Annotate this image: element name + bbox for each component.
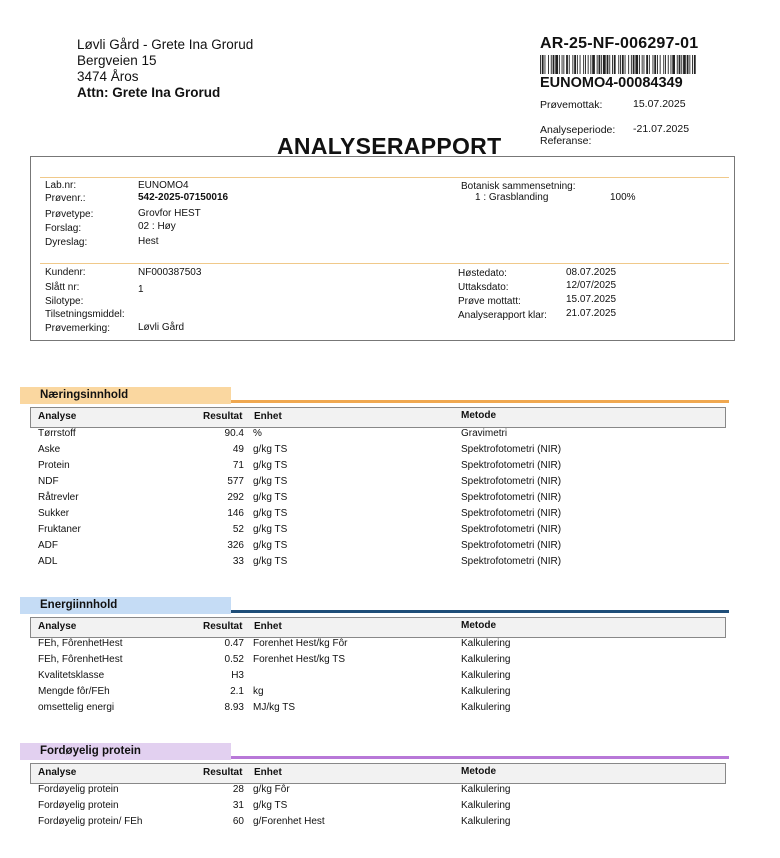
cell-enhet: g/kg TS xyxy=(253,492,288,503)
table-row xyxy=(0,508,780,524)
table-row xyxy=(0,800,780,816)
cell-analyse: Fordøyelig protein/ FEh xyxy=(38,816,143,827)
cell-enhet: g/kg TS xyxy=(253,508,288,519)
table-row xyxy=(0,816,780,832)
slatt-label: Slått nr: xyxy=(45,282,80,293)
cell-metode: Kalkulering xyxy=(461,784,511,795)
cell-analyse: Protein xyxy=(38,460,70,471)
col-analyse: Analyse xyxy=(38,411,77,422)
hostedato-label: Høstedato: xyxy=(458,268,507,279)
table-row xyxy=(0,556,780,572)
cell-enhet: % xyxy=(253,428,262,439)
table-row xyxy=(0,444,780,460)
section-rule xyxy=(231,756,729,759)
cell-metode: Spektrofotometri (NIR) xyxy=(461,444,562,455)
dyreslag-value: Hest xyxy=(138,236,159,247)
cell-resultat: 577 xyxy=(227,476,244,487)
cell-analyse: Råtrevler xyxy=(38,492,79,503)
cell-metode: Gravimetri xyxy=(461,428,508,439)
cell-analyse: Fordøyelig protein xyxy=(38,800,119,811)
col-resultat: Resultat xyxy=(203,411,243,422)
cell-metode: Spektrofotometri (NIR) xyxy=(461,460,562,471)
table-row xyxy=(0,428,780,444)
cell-metode: Kalkulering xyxy=(461,686,511,697)
forslag-value: 02 : Høy xyxy=(138,221,176,232)
cell-enhet: MJ/kg TS xyxy=(253,702,296,713)
cell-metode: Kalkulering xyxy=(461,654,511,665)
sample-info-box xyxy=(30,156,735,341)
provemerking-label: Prøvemerking: xyxy=(45,323,111,334)
cell-resultat: 52 xyxy=(232,524,244,535)
dyreslag-label: Dyreslag: xyxy=(45,237,88,248)
column-header xyxy=(30,407,726,428)
table-row xyxy=(0,492,780,508)
cell-metode: Spektrofotometri (NIR) xyxy=(461,556,562,567)
cell-metode: Kalkulering xyxy=(461,800,511,811)
cell-enhet: g/kg TS xyxy=(253,540,288,551)
cell-analyse: Mengde fôr/FEh xyxy=(38,686,110,697)
cell-analyse: ADL xyxy=(38,556,58,567)
section-title: Næringsinnhold xyxy=(20,387,231,404)
table-row xyxy=(0,524,780,540)
cell-resultat: 60 xyxy=(232,816,244,827)
cell-enhet: g/kg TS xyxy=(253,524,288,535)
cell-enhet: g/kg TS xyxy=(253,476,288,487)
kundenr-value: NF000387503 xyxy=(138,267,202,278)
provemottak-label: Prøvemottak: xyxy=(540,99,603,111)
divider xyxy=(40,177,729,178)
recipient-address xyxy=(77,37,253,101)
cell-analyse: Fordøyelig protein xyxy=(38,784,119,795)
cell-enhet: Forenhet Hest/kg Fôr xyxy=(253,638,348,649)
col-resultat: Resultat xyxy=(203,621,243,632)
cell-resultat: 0.52 xyxy=(224,654,244,665)
cell-resultat: 326 xyxy=(227,540,244,551)
cell-resultat: 90.4 xyxy=(224,428,244,439)
provetype-value: Grovfor HEST xyxy=(138,208,201,219)
cell-enhet: g/kg TS xyxy=(253,444,288,455)
cell-resultat: 292 xyxy=(227,492,244,503)
cell-resultat: 28 xyxy=(232,784,244,795)
cell-resultat: 0.47 xyxy=(224,638,244,649)
address-line: 3474 Åros xyxy=(77,69,139,84)
cell-enhet: g/kg TS xyxy=(253,460,288,471)
table-row xyxy=(0,460,780,476)
table-row xyxy=(0,670,780,686)
tilsetning-label: Tilsetningsmiddel: xyxy=(45,309,125,320)
botanisk-item: 1 : Grasblanding xyxy=(475,192,549,203)
col-metode: Metode xyxy=(461,410,496,421)
cell-analyse: FEh, FôrenhetHest xyxy=(38,654,123,665)
cell-analyse: Kvalitetsklasse xyxy=(38,670,105,681)
col-enhet: Enhet xyxy=(254,767,282,778)
table-row xyxy=(0,702,780,718)
col-analyse: Analyse xyxy=(38,621,77,632)
col-enhet: Enhet xyxy=(254,411,282,422)
cell-analyse: FEh, FôrenhetHest xyxy=(38,638,123,649)
sample-id: EUNOMO4-00084349 xyxy=(540,75,683,91)
cell-resultat: H3 xyxy=(231,670,244,681)
cell-metode: Spektrofotometri (NIR) xyxy=(461,492,562,503)
cell-analyse: omsettelig energi xyxy=(38,702,115,713)
provenr-label: Prøvenr.: xyxy=(45,193,86,204)
cell-enhet: g/Forenhet Hest xyxy=(253,816,325,827)
prove-mottatt-label: Prøve mottatt: xyxy=(458,296,521,307)
address-line: Løvli Gård - Grete Ina Grorud xyxy=(77,37,254,52)
section-title: Fordøyelig protein xyxy=(20,743,231,760)
section-rule xyxy=(231,610,729,613)
col-enhet: Enhet xyxy=(254,621,282,632)
uttaksdato-label: Uttaksdato: xyxy=(458,282,509,293)
cell-enhet: g/kg Fôr xyxy=(253,784,290,795)
table-row xyxy=(0,686,780,702)
report-id: AR-25-NF-006297-01 xyxy=(540,35,699,52)
cell-resultat: 2.1 xyxy=(230,686,244,697)
analyseperiode-value: -21.07.2025 xyxy=(633,123,690,135)
prove-mottatt-value: 15.07.2025 xyxy=(566,294,617,305)
section-rule xyxy=(231,400,729,403)
column-header xyxy=(30,617,726,638)
address-line: Bergveien 15 xyxy=(77,53,157,68)
botanisk-pct: 100% xyxy=(610,192,636,203)
table-row xyxy=(0,784,780,800)
provetype-label: Prøvetype: xyxy=(45,209,94,220)
table-row xyxy=(0,540,780,556)
silotype-label: Silotype: xyxy=(45,296,84,307)
page-title: ANALYSERAPPORT xyxy=(277,133,502,159)
cell-resultat: 71 xyxy=(232,460,244,471)
cell-metode: Kalkulering xyxy=(461,702,511,713)
lab-nr-value: EUNOMO4 xyxy=(138,180,189,191)
table-row xyxy=(0,654,780,670)
botanisk-label: Botanisk sammensetning: xyxy=(461,181,576,192)
cell-analyse: ADF xyxy=(38,540,58,551)
cell-analyse: Fruktaner xyxy=(38,524,81,535)
cell-enhet: g/kg TS xyxy=(253,556,288,567)
col-metode: Metode xyxy=(461,620,496,631)
col-resultat: Resultat xyxy=(203,767,243,778)
cell-resultat: 146 xyxy=(227,508,244,519)
divider xyxy=(40,263,729,264)
cell-enhet: Forenhet Hest/kg TS xyxy=(253,654,346,665)
rapport-klar-label: Analyserapport klar: xyxy=(458,310,547,321)
cell-metode: Spektrofotometri (NIR) xyxy=(461,524,562,535)
hostedato-value: 08.07.2025 xyxy=(566,267,617,278)
cell-resultat: 49 xyxy=(232,444,244,455)
cell-resultat: 31 xyxy=(232,800,244,811)
cell-analyse: Tørrstoff xyxy=(38,428,76,439)
cell-enhet: g/kg TS xyxy=(253,800,288,811)
col-metode: Metode xyxy=(461,766,496,777)
cell-resultat: 33 xyxy=(232,556,244,567)
rapport-klar-value: 21.07.2025 xyxy=(566,308,617,319)
cell-metode: Kalkulering xyxy=(461,638,511,649)
cell-analyse: Aske xyxy=(38,444,61,455)
cell-metode: Kalkulering xyxy=(461,816,511,827)
column-header xyxy=(30,763,726,784)
referanse-label: Referanse: xyxy=(540,135,592,147)
uttaksdato-value: 12/07/2025 xyxy=(566,280,617,291)
provemottak-value: 15.07.2025 xyxy=(633,98,686,110)
analyseperiode-label: Analyseperiode: xyxy=(540,124,616,136)
table-row xyxy=(0,638,780,654)
lab-nr-label: Lab.nr: xyxy=(45,180,77,191)
slatt-value: 1 xyxy=(138,284,144,295)
cell-metode: Spektrofotometri (NIR) xyxy=(461,476,562,487)
table-row xyxy=(0,476,780,492)
barcode-icon xyxy=(540,55,698,74)
kundenr-label: Kundenr: xyxy=(45,267,86,278)
cell-metode: Spektrofotometri (NIR) xyxy=(461,540,562,551)
cell-analyse: NDF xyxy=(38,476,59,487)
cell-metode: Spektrofotometri (NIR) xyxy=(461,508,562,519)
cell-analyse: Sukker xyxy=(38,508,70,519)
col-analyse: Analyse xyxy=(38,767,77,778)
cell-enhet: kg xyxy=(253,686,264,697)
attn-line: Attn: Grete Ina Grorud xyxy=(77,85,221,100)
provenr-value: 542-2025-07150016 xyxy=(138,192,229,203)
cell-resultat: 8.93 xyxy=(224,702,244,713)
section-title: Energiinnhold xyxy=(20,597,231,614)
provemerking-value: Løvli Gård xyxy=(138,322,185,333)
cell-metode: Kalkulering xyxy=(461,670,511,681)
forslag-label: Forslag: xyxy=(45,223,82,234)
